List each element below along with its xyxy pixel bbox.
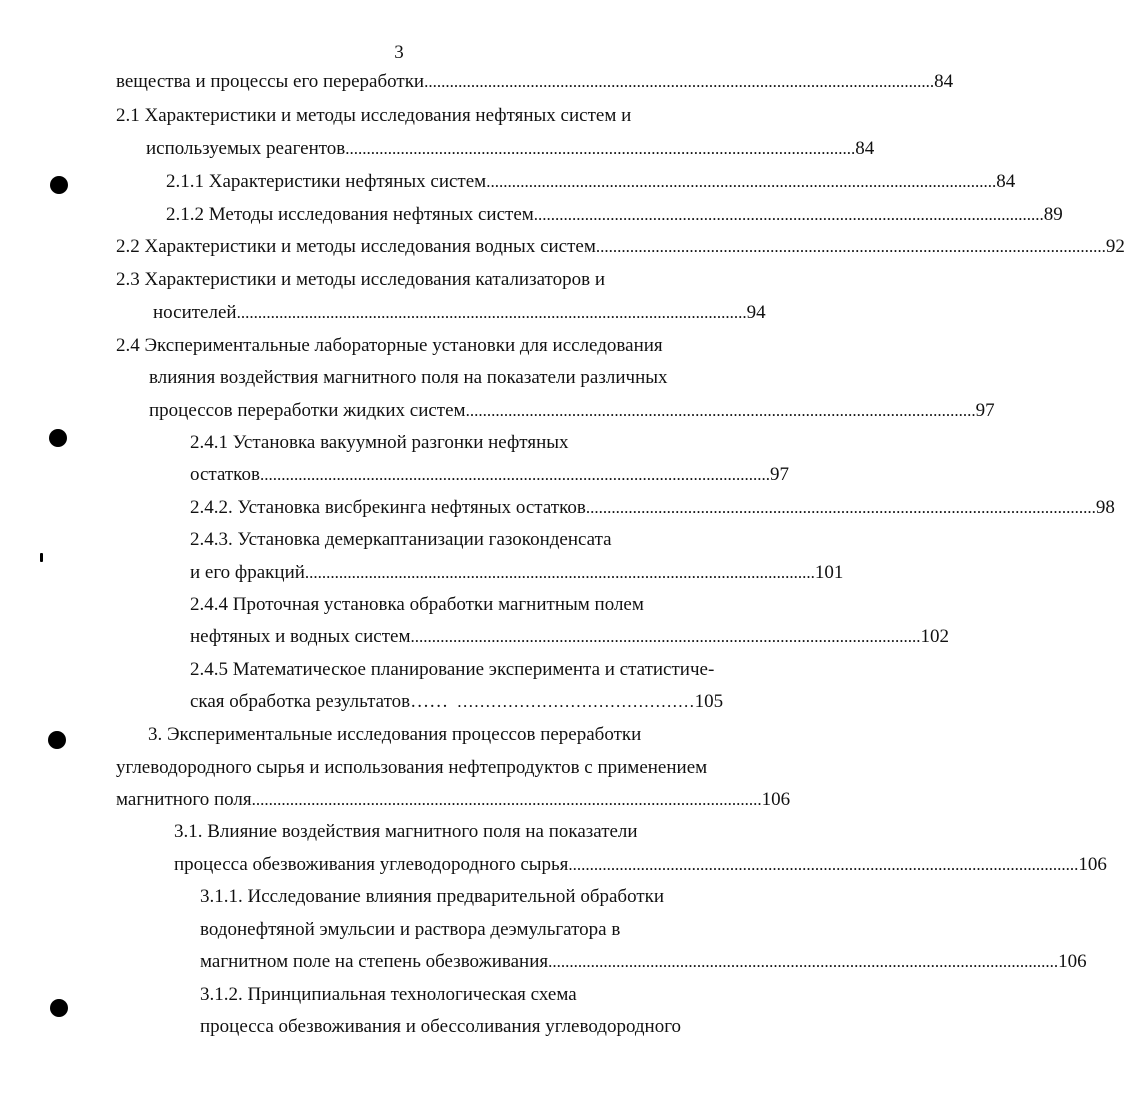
toc-leader-dots: ........................................................................................................................ bbox=[259, 465, 770, 484]
toc-entry bbox=[190, 688, 724, 716]
toc-entry-page: 98 bbox=[1095, 497, 1115, 518]
toc-leader-dots: ........................................................................................................................ bbox=[465, 401, 976, 420]
toc-leader-dots: ........................................................................................................................ bbox=[533, 205, 1044, 224]
toc-entry-title: ская обработка результатов…… bbox=[190, 691, 449, 712]
toc-leader-dots: ........................................................................................................................ bbox=[548, 952, 1059, 971]
toc-entry-title: носителей bbox=[153, 302, 237, 323]
toc-entry-title: остатков bbox=[190, 464, 260, 485]
toc-entry-title: 3.1. Влияние воздействия магнитного поля на показатели bbox=[174, 821, 638, 842]
toc-entry-title: влияния воздействия магнитного поля на показатели различных bbox=[149, 367, 668, 388]
binding-hole-mark bbox=[49, 429, 67, 447]
toc-entry bbox=[149, 397, 995, 425]
binding-hole-mark bbox=[50, 176, 68, 194]
binding-tick-mark bbox=[40, 553, 43, 562]
toc-entry-page: 94 bbox=[746, 302, 766, 323]
toc-entry-title: 2.1.2 Методы исследования нефтяных систем bbox=[166, 204, 534, 225]
page-number: 3 bbox=[394, 42, 404, 63]
toc-leader-dots: ........................................................................................................................ bbox=[304, 563, 815, 582]
toc-leader-dots: ........................................................................................................................ bbox=[568, 855, 1079, 874]
toc-entry-title: 2.1.1 Характеристики нефтяных систем bbox=[166, 171, 487, 192]
toc-entry bbox=[190, 461, 789, 489]
toc-leader-dots: ........................................................................................................................ bbox=[410, 627, 921, 646]
toc-entry-title: 2.4.3. Установка демеркаптанизации газоконденсата bbox=[190, 529, 612, 550]
toc-entry-page: 97 bbox=[769, 464, 789, 485]
toc-leader-dots: ........................................................................................................................ bbox=[486, 172, 997, 191]
toc-entry-page: 89 bbox=[1043, 204, 1063, 225]
toc-entry bbox=[200, 883, 664, 911]
toc-entry bbox=[166, 168, 1016, 196]
toc-entry-title: 3. Экспериментальные исследования процессов переработки bbox=[148, 724, 642, 745]
toc-leader-dots: ........................................................................................................................ bbox=[236, 303, 747, 322]
toc-entry bbox=[190, 591, 644, 619]
toc-entry bbox=[116, 786, 791, 814]
toc-leader-dots: ........................................................................................................................ bbox=[345, 139, 856, 158]
toc-entry-page: 101 bbox=[814, 562, 844, 583]
toc-entry-title: нефтяных и водных систем bbox=[190, 626, 411, 647]
toc-entry bbox=[146, 135, 875, 163]
toc-entry bbox=[200, 916, 620, 944]
toc-entry bbox=[190, 656, 714, 684]
toc-entry-title: 3.1.2. Принципиальная технологическая схема bbox=[200, 984, 577, 1005]
toc-entry bbox=[116, 233, 1125, 261]
toc-entry bbox=[190, 429, 569, 457]
toc-entry bbox=[153, 299, 766, 327]
toc-entry bbox=[190, 559, 844, 587]
toc-entry-page: 92 bbox=[1105, 236, 1125, 257]
toc-entry bbox=[200, 948, 1087, 976]
toc-entry bbox=[148, 721, 641, 749]
toc-leader-dots: ........................................................................................................................ bbox=[585, 498, 1096, 517]
toc-entry-title: 2.4.2. Установка висбрекинга нефтяных остатков bbox=[190, 497, 586, 518]
toc-entry-title: процессов переработки жидких систем bbox=[149, 400, 466, 421]
toc-entry-page: 84 bbox=[996, 171, 1016, 192]
toc-entry-title: 2.4 Экспериментальные лабораторные установки для исследования bbox=[116, 335, 663, 356]
toc-entry bbox=[116, 332, 663, 360]
toc-leader-dots: ........................................................................................................................ bbox=[251, 790, 762, 809]
toc-entry-title: 2.3 Характеристики и методы исследования катализаторов и bbox=[116, 269, 605, 290]
toc-entry bbox=[174, 851, 1107, 879]
toc-entry-page: 106 bbox=[761, 789, 791, 810]
toc-entry-page: 105 bbox=[694, 691, 724, 712]
toc-entry bbox=[190, 494, 1115, 522]
toc-leader-dots: …………………………………… bbox=[448, 692, 695, 711]
toc-entry bbox=[149, 364, 668, 392]
toc-entry-title: процесса обезвоживания и обессоливания углеводородного bbox=[200, 1016, 682, 1037]
toc-leader-dots: ........................................................................................................................ bbox=[424, 72, 935, 91]
toc-entry-page: 84 bbox=[855, 138, 875, 159]
toc-entry-title: 2.4.4 Проточная установка обработки магнитным полем bbox=[190, 594, 644, 615]
toc-entry-title: магнитного поля bbox=[116, 789, 252, 810]
binding-hole-mark bbox=[50, 999, 68, 1017]
binding-hole-mark bbox=[48, 731, 66, 749]
toc-entry-page: 106 bbox=[1078, 854, 1107, 875]
toc-entry-page: 97 bbox=[975, 400, 995, 421]
toc-entry-title: 2.4.5 Математическое планирование эксперимента и статистиче- bbox=[190, 659, 715, 680]
toc-entry bbox=[166, 201, 1063, 229]
toc-entry bbox=[190, 623, 949, 651]
toc-entry bbox=[116, 68, 954, 96]
toc-entry-title: 2.4.1 Установка вакуумной разгонки нефтяных bbox=[190, 432, 569, 453]
toc-leader-dots: ........................................................................................................................ bbox=[595, 237, 1106, 256]
toc-entry bbox=[116, 266, 605, 294]
toc-entry bbox=[116, 754, 707, 782]
toc-entry-title: вещества и процессы его переработки bbox=[116, 71, 425, 92]
toc-entry bbox=[200, 1013, 681, 1041]
toc-entry-page: 106 bbox=[1058, 951, 1087, 972]
toc-entry-page: 102 bbox=[920, 626, 949, 647]
toc-entry-title: водонефтяной эмульсии и раствора деэмульгатора в bbox=[200, 919, 621, 940]
toc-entry-title: углеводородного сырья и использования нефтепродуктов с применением bbox=[116, 757, 708, 778]
toc-entry-title: 2.1 Характеристики и методы исследования нефтяных систем и bbox=[116, 105, 632, 126]
toc-entry bbox=[190, 526, 612, 554]
toc-entry-title: и его фракций bbox=[190, 562, 305, 583]
toc-entry-title: процесса обезвоживания углеводородного сырья bbox=[174, 854, 569, 875]
toc-entry bbox=[200, 981, 577, 1009]
toc-entry-title: используемых реагентов bbox=[146, 138, 346, 159]
toc-entry-title: 3.1.1. Исследование влияния предварительной обработки bbox=[200, 886, 665, 907]
toc-entry bbox=[174, 818, 638, 846]
toc-entry-title: 2.2 Характеристики и методы исследования водных систем bbox=[116, 236, 596, 257]
toc-entry-title: магнитном поле на степень обезвоживания bbox=[200, 951, 549, 972]
toc-entry bbox=[116, 102, 631, 130]
toc-entry-page: 84 bbox=[934, 71, 954, 92]
